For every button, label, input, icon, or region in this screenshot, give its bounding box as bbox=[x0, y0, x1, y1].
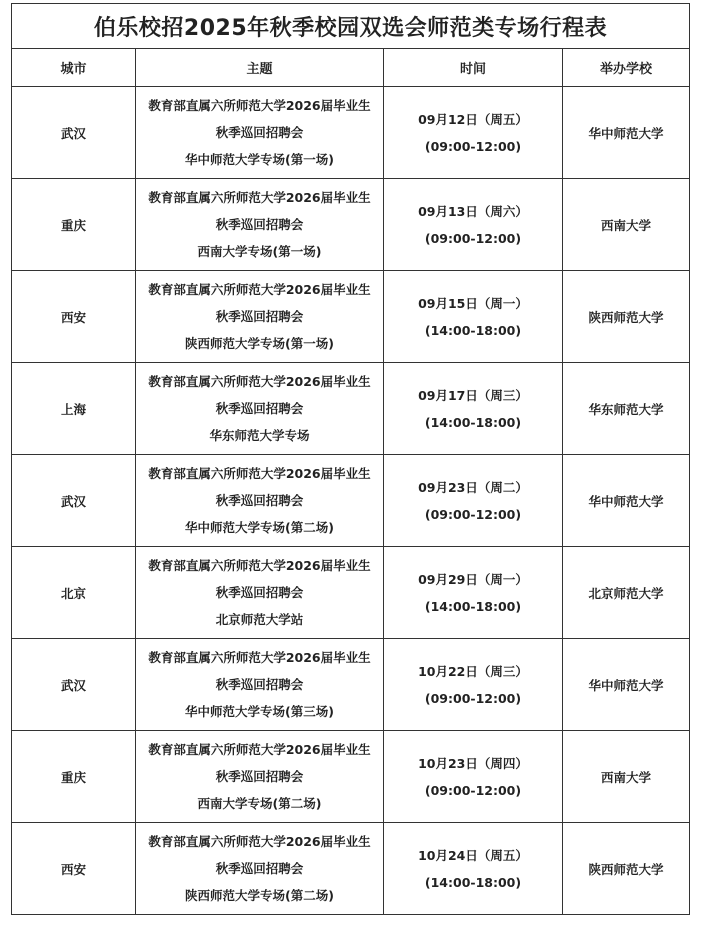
table-row bbox=[12, 87, 690, 179]
header-row bbox=[12, 49, 690, 87]
theme-line: 陕西师范大学专场(第一场) bbox=[185, 336, 334, 351]
time-date: 09月12日（周五） bbox=[418, 111, 528, 127]
cell-city: 上海 bbox=[12, 363, 136, 455]
cell-theme bbox=[136, 639, 384, 731]
theme-line: 教育部直属六所师范大学2026届毕业生 bbox=[148, 282, 371, 297]
theme-line: 西南大学专场(第二场) bbox=[197, 796, 322, 811]
cell-city: 武汉 bbox=[12, 455, 136, 547]
cell-host: 华中师范大学 bbox=[563, 455, 690, 547]
table-row bbox=[12, 823, 690, 915]
header-theme: 主题 bbox=[136, 49, 384, 87]
cell-theme bbox=[136, 179, 384, 271]
time-hours: (09:00-12:00) bbox=[424, 506, 522, 522]
cell-city: 武汉 bbox=[12, 87, 136, 179]
table-row bbox=[12, 363, 690, 455]
time-hours: (09:00-12:00) bbox=[424, 782, 522, 798]
time-hours: (14:00-18:00) bbox=[424, 322, 522, 338]
theme-line: 教育部直属六所师范大学2026届毕业生 bbox=[148, 834, 371, 849]
table-row bbox=[12, 639, 690, 731]
cell-time bbox=[384, 455, 563, 547]
time-date: 10月24日（周五） bbox=[418, 847, 528, 863]
header-host: 举办学校 bbox=[563, 49, 690, 87]
time-date: 09月17日（周三） bbox=[418, 387, 528, 403]
cell-theme bbox=[136, 363, 384, 455]
time-hours: (14:00-18:00) bbox=[424, 414, 522, 430]
cell-theme bbox=[136, 455, 384, 547]
cell-time bbox=[384, 823, 563, 915]
theme-line: 华中师范大学专场(第三场) bbox=[185, 704, 334, 719]
theme-line: 北京师范大学站 bbox=[215, 612, 304, 627]
cell-host: 华中师范大学 bbox=[563, 639, 690, 731]
table-row bbox=[12, 271, 690, 363]
theme-line: 秋季巡回招聘会 bbox=[215, 217, 304, 232]
theme-line: 华中师范大学专场(第一场) bbox=[185, 152, 334, 167]
cell-host: 西南大学 bbox=[563, 731, 690, 823]
table-title: 伯乐校招2025年秋季校园双选会师范类专场行程表 bbox=[12, 4, 690, 49]
theme-line: 秋季巡回招聘会 bbox=[215, 585, 304, 600]
cell-time bbox=[384, 363, 563, 455]
cell-city: 重庆 bbox=[12, 179, 136, 271]
cell-city: 重庆 bbox=[12, 731, 136, 823]
time-hours: (14:00-18:00) bbox=[424, 598, 522, 614]
cell-theme bbox=[136, 87, 384, 179]
cell-time bbox=[384, 547, 563, 639]
cell-theme bbox=[136, 271, 384, 363]
time-date: 10月22日（周三） bbox=[418, 663, 528, 679]
theme-line: 华中师范大学专场(第二场) bbox=[185, 520, 334, 535]
time-hours: (14:00-18:00) bbox=[424, 874, 522, 890]
cell-city: 西安 bbox=[12, 823, 136, 915]
theme-line: 教育部直属六所师范大学2026届毕业生 bbox=[148, 98, 371, 113]
theme-line: 教育部直属六所师范大学2026届毕业生 bbox=[148, 650, 371, 665]
header-time: 时间 bbox=[384, 49, 563, 87]
cell-host: 陕西师范大学 bbox=[563, 823, 690, 915]
header-city: 城市 bbox=[12, 49, 136, 87]
cell-time bbox=[384, 271, 563, 363]
cell-theme bbox=[136, 823, 384, 915]
schedule-document bbox=[11, 3, 689, 915]
cell-time bbox=[384, 87, 563, 179]
time-hours: (09:00-12:00) bbox=[424, 138, 522, 154]
time-date: 09月23日（周二） bbox=[418, 479, 528, 495]
theme-line: 教育部直属六所师范大学2026届毕业生 bbox=[148, 558, 371, 573]
time-hours: (09:00-12:00) bbox=[424, 690, 522, 706]
cell-time bbox=[384, 731, 563, 823]
theme-line: 秋季巡回招聘会 bbox=[215, 861, 304, 876]
cell-city: 西安 bbox=[12, 271, 136, 363]
cell-time bbox=[384, 179, 563, 271]
theme-line: 陕西师范大学专场(第二场) bbox=[185, 888, 334, 903]
cell-host: 西南大学 bbox=[563, 179, 690, 271]
cell-city: 武汉 bbox=[12, 639, 136, 731]
cell-time bbox=[384, 639, 563, 731]
schedule-body bbox=[12, 87, 690, 915]
theme-line: 西南大学专场(第一场) bbox=[197, 244, 322, 259]
time-date: 09月29日（周一） bbox=[418, 571, 528, 587]
time-date: 09月15日（周一） bbox=[418, 295, 528, 311]
theme-line: 秋季巡回招聘会 bbox=[215, 677, 304, 692]
theme-line: 秋季巡回招聘会 bbox=[215, 769, 304, 784]
theme-line: 教育部直属六所师范大学2026届毕业生 bbox=[148, 374, 371, 389]
theme-line: 秋季巡回招聘会 bbox=[215, 401, 304, 416]
cell-host: 陕西师范大学 bbox=[563, 271, 690, 363]
table-row bbox=[12, 731, 690, 823]
table-row bbox=[12, 455, 690, 547]
cell-theme bbox=[136, 547, 384, 639]
schedule-table bbox=[11, 3, 690, 915]
cell-host: 北京师范大学 bbox=[563, 547, 690, 639]
theme-line: 教育部直属六所师范大学2026届毕业生 bbox=[148, 742, 371, 757]
cell-host: 华东师范大学 bbox=[563, 363, 690, 455]
theme-line: 教育部直属六所师范大学2026届毕业生 bbox=[148, 466, 371, 481]
cell-theme bbox=[136, 731, 384, 823]
cell-city: 北京 bbox=[12, 547, 136, 639]
theme-line: 秋季巡回招聘会 bbox=[215, 309, 304, 324]
cell-host: 华中师范大学 bbox=[563, 87, 690, 179]
time-date: 10月23日（周四） bbox=[418, 755, 528, 771]
table-row bbox=[12, 179, 690, 271]
theme-line: 秋季巡回招聘会 bbox=[215, 493, 304, 508]
table-row bbox=[12, 547, 690, 639]
theme-line: 秋季巡回招聘会 bbox=[215, 125, 304, 140]
time-hours: (09:00-12:00) bbox=[424, 230, 522, 246]
time-date: 09月13日（周六） bbox=[418, 203, 528, 219]
theme-line: 华东师范大学专场 bbox=[209, 428, 310, 443]
theme-line: 教育部直属六所师范大学2026届毕业生 bbox=[148, 190, 371, 205]
